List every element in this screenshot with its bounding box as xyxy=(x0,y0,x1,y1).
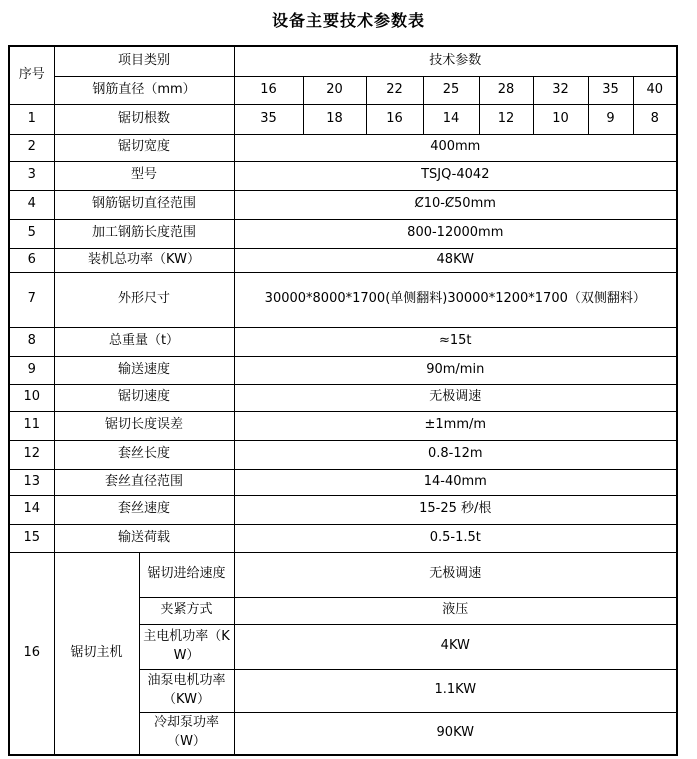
sub-row-value: 无极调速 xyxy=(234,552,677,597)
sub-row-value: 4KW xyxy=(234,624,677,669)
table-row xyxy=(9,411,677,440)
table-row xyxy=(9,104,677,134)
row-label: 锯切根数 xyxy=(54,104,234,134)
row-label: 输送速度 xyxy=(54,356,234,384)
row-value: 400mm xyxy=(234,134,677,161)
row-number: 2 xyxy=(9,134,54,161)
sub-row-label: 夹紧方式 xyxy=(139,597,234,624)
table-row xyxy=(9,190,677,219)
row-label: 套丝速度 xyxy=(54,495,234,524)
diameter-value: 22 xyxy=(366,76,423,104)
row-number: 11 xyxy=(9,411,54,440)
table-row xyxy=(9,524,677,552)
sub-row-label: 冷却泵功率（W） xyxy=(139,712,234,755)
row-value: 0.8-12m xyxy=(234,440,677,469)
group-label: 锯切主机 xyxy=(54,552,139,755)
table-row xyxy=(9,384,677,411)
header-params: 技术参数 xyxy=(234,46,677,76)
row-value: ±1mm/m xyxy=(234,411,677,440)
row-label: 外形尺寸 xyxy=(54,272,234,327)
row-label: 加工钢筋长度范围 xyxy=(54,219,234,248)
saw-count-value: 16 xyxy=(366,104,423,134)
row-number: 10 xyxy=(9,384,54,411)
table-row xyxy=(9,356,677,384)
row-number: 14 xyxy=(9,495,54,524)
row-label: 套丝长度 xyxy=(54,440,234,469)
sub-row-value: 液压 xyxy=(234,597,677,624)
row-number: 8 xyxy=(9,327,54,356)
saw-count-value: 8 xyxy=(633,104,677,134)
sub-row-label: 锯切进给速度 xyxy=(139,552,234,597)
row-number: 13 xyxy=(9,469,54,495)
saw-count-value: 9 xyxy=(588,104,633,134)
sub-row-value: 90KW xyxy=(234,712,677,755)
row-value: TSJQ-4042 xyxy=(234,161,677,190)
row-number: 4 xyxy=(9,190,54,219)
table-row xyxy=(9,469,677,495)
row-value: 48KW xyxy=(234,248,677,272)
saw-count-value: 18 xyxy=(303,104,366,134)
row-label: 总重量（t） xyxy=(54,327,234,356)
saw-count-value: 35 xyxy=(234,104,303,134)
table-row xyxy=(9,248,677,272)
row-number: 16 xyxy=(9,552,54,755)
row-value: Ȼ10-Ȼ50mm xyxy=(234,190,677,219)
row-number: 1 xyxy=(9,104,54,134)
row-value: 0.5-1.5t xyxy=(234,524,677,552)
sub-row-label: 油泵电机功率（KW） xyxy=(139,669,234,712)
row-label: 锯切速度 xyxy=(54,384,234,411)
diameter-value: 20 xyxy=(303,76,366,104)
header-index: 序号 xyxy=(9,46,54,104)
row-value: 90m/min xyxy=(234,356,677,384)
diameter-value: 35 xyxy=(588,76,633,104)
table-row xyxy=(9,219,677,248)
diameter-value: 28 xyxy=(479,76,533,104)
table-row xyxy=(9,495,677,524)
sub-row-label: 主电机功率（KW） xyxy=(139,624,234,669)
row-label: 套丝直径范围 xyxy=(54,469,234,495)
sub-row-value: 1.1KW xyxy=(234,669,677,712)
row-label: 锯切宽度 xyxy=(54,134,234,161)
header-row-1 xyxy=(9,46,677,76)
row-value: 15-25 秒/根 xyxy=(234,495,677,524)
row-label: 型号 xyxy=(54,161,234,190)
row-number: 12 xyxy=(9,440,54,469)
row-value: 14-40mm xyxy=(234,469,677,495)
table-row xyxy=(9,134,677,161)
row-value: ≈15t xyxy=(234,327,677,356)
row-number: 15 xyxy=(9,524,54,552)
row-label: 钢筋锯切直径范围 xyxy=(54,190,234,219)
saw-count-value: 10 xyxy=(533,104,588,134)
diameter-value: 40 xyxy=(633,76,677,104)
row-value: 800-12000mm xyxy=(234,219,677,248)
row-value: 30000*8000*1700(单侧翻料)30000*1200*1700（双侧翻料） xyxy=(234,272,677,327)
table-row xyxy=(9,272,677,327)
header-diameter-label: 钢筋直径（mm） xyxy=(54,76,234,104)
diameter-value: 16 xyxy=(234,76,303,104)
row-number: 5 xyxy=(9,219,54,248)
header-row-2 xyxy=(9,76,677,104)
diameter-value: 32 xyxy=(533,76,588,104)
table-row xyxy=(9,327,677,356)
saw-count-value: 14 xyxy=(423,104,479,134)
row-number: 6 xyxy=(9,248,54,272)
row-value: 无极调速 xyxy=(234,384,677,411)
row-number: 9 xyxy=(9,356,54,384)
row-label: 锯切长度误差 xyxy=(54,411,234,440)
row-label: 装机总功率（KW） xyxy=(54,248,234,272)
table-row xyxy=(9,161,677,190)
row-number: 3 xyxy=(9,161,54,190)
table-row-group xyxy=(9,552,677,597)
saw-count-value: 12 xyxy=(479,104,533,134)
row-number: 7 xyxy=(9,272,54,327)
row-label: 输送荷载 xyxy=(54,524,234,552)
table-row xyxy=(9,440,677,469)
header-category: 项目类别 xyxy=(54,46,234,76)
page-title: 设备主要技术参数表 xyxy=(271,11,425,30)
spec-table xyxy=(8,45,678,756)
diameter-value: 25 xyxy=(423,76,479,104)
